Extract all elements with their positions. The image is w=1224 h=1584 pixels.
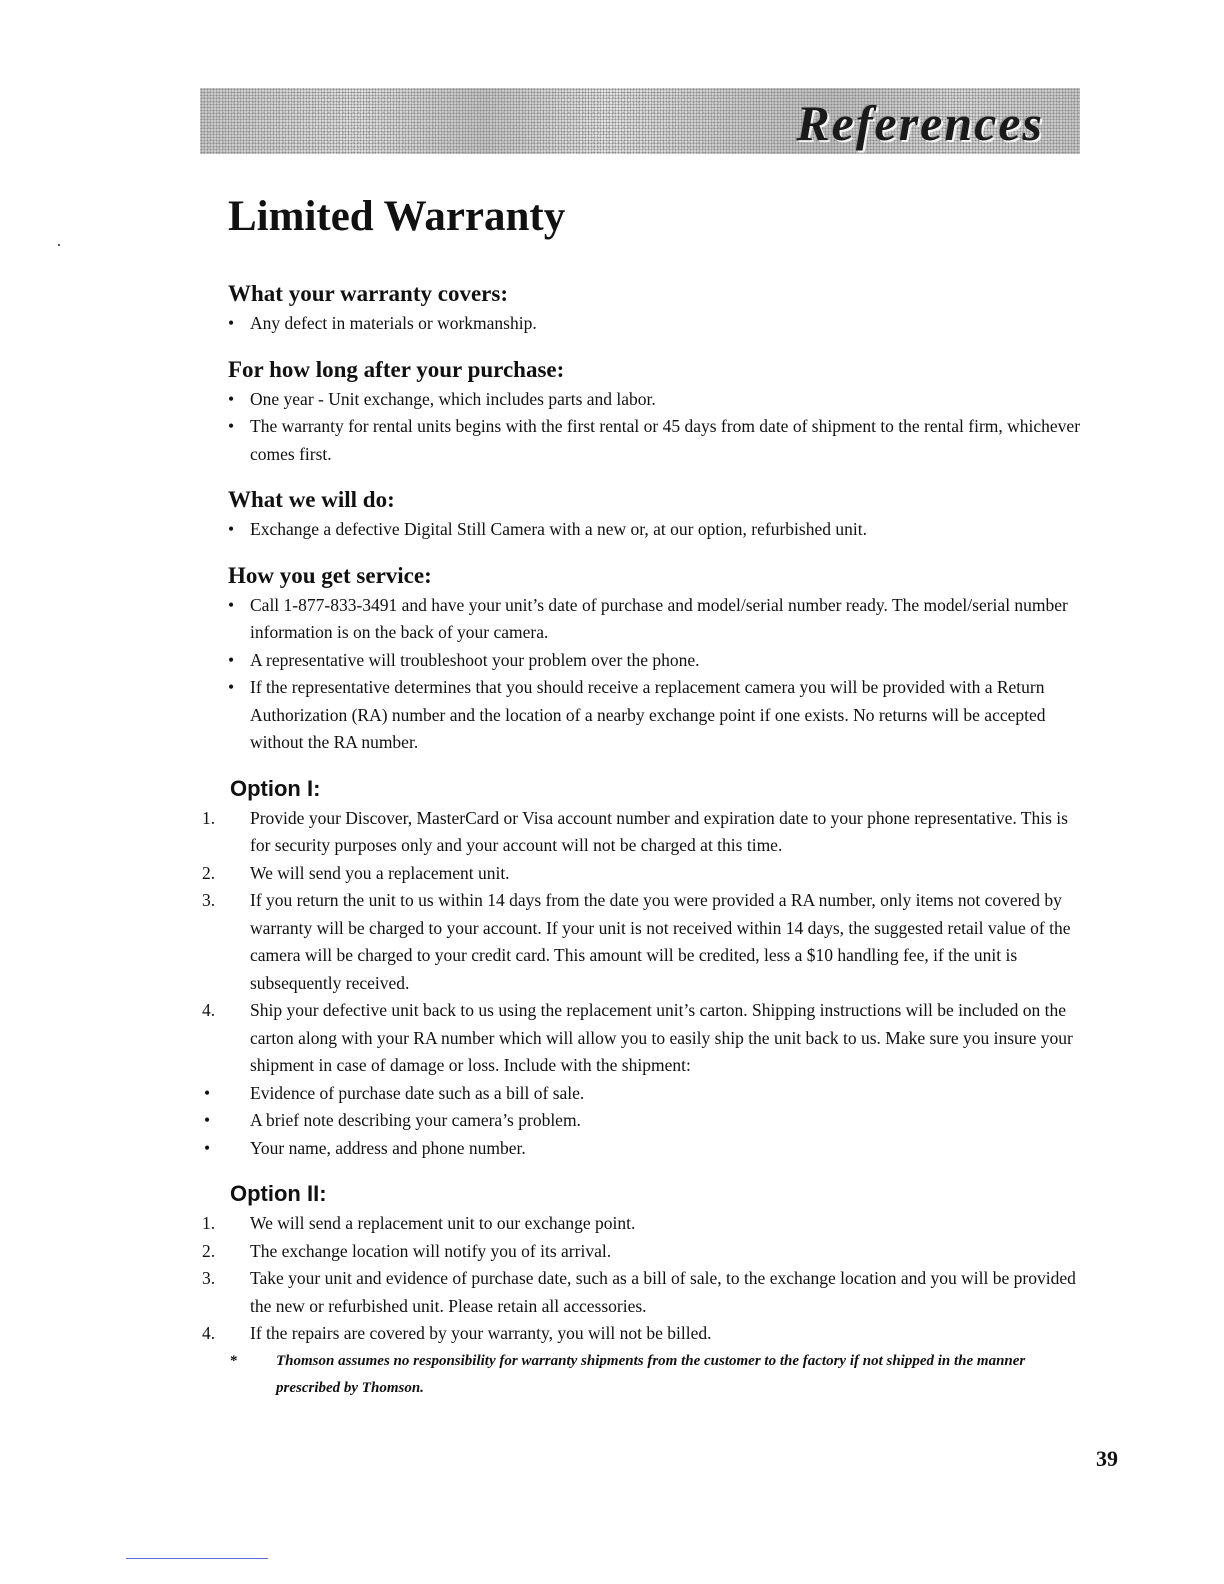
list-item: 3. If you return the unit to us within 14 days from the date you were provided a RA number, only items not covered by warranty will be charged to your account. If your unit is not received within 14 days, the suggested retail value of the camera will be charged to your credit card. This amount will be credited, less a $10 handling fee, if the unit is subsequently received.: [202, 887, 1088, 997]
scan-speck: [58, 244, 60, 246]
section-heading: For how long after your purchase:: [228, 356, 565, 382]
section-banner: [200, 88, 1080, 154]
section-heading: Option II:: [230, 1181, 327, 1206]
warranty-content: [202, 190, 1088, 1418]
section-option-1: [202, 773, 1088, 1163]
disclaimer-note: * Thomson assumes no responsibility for warranty shipments from the customer to the factory if not shipped in the manner prescribed by Thomson.: [228, 1348, 1088, 1402]
list-item: • Call 1-877-833-3491 and have your unit’s date of purchase and model/serial number ready. The model/serial number information is on the back of your camera.: [228, 592, 1088, 647]
list-item: • Any defect in materials or workmanship.: [228, 310, 1088, 338]
numbered-list: [202, 1210, 1088, 1348]
item-number: 2.: [202, 862, 216, 883]
bullet-icon: •: [228, 594, 235, 615]
footer-rule: [126, 1558, 268, 1559]
bullet-list: [228, 386, 1088, 469]
section-service: [228, 560, 1088, 757]
section-how-long: [228, 354, 1088, 469]
bullet-icon: •: [228, 388, 235, 409]
section-covers: [228, 278, 1088, 338]
list-item: 4. If the repairs are covered by your warranty, you will not be billed.: [202, 1320, 1088, 1348]
bullet-icon: •: [228, 313, 235, 333]
bullet-icon: •: [204, 1110, 211, 1130]
section-heading: What we will do:: [228, 487, 395, 512]
item-number: 4.: [202, 1000, 216, 1020]
bullet-icon: •: [228, 519, 235, 539]
section-heading: What your warranty covers:: [228, 281, 508, 306]
list-item: 1. We will send a replacement unit to our exchange point.: [202, 1210, 1088, 1238]
list-item: 4. Ship your defective unit back to us using the replacement unit’s carton. Shipping instructions will be included on the carton along with your RA number which will allow you to easily ship the unit back to us. Make sure you insure your shipment in case of damage or loss. Include with the shipment:: [202, 997, 1088, 1080]
bullet-icon: •: [228, 677, 235, 697]
list-item: 1. Provide your Discover, MasterCard or Visa account number and expiration date to your phone representative. This is for security purposes only and your account will not be charged at this time.: [202, 805, 1088, 860]
banner-title: References: [796, 95, 1044, 151]
page-title: Limited Warranty: [228, 193, 566, 240]
list-item: • Your name, address and phone number.: [202, 1135, 1088, 1163]
list-item: • The warranty for rental units begins with the first rental or 45 days from date of shipment to the rental firm, whichever comes first.: [228, 413, 1088, 468]
list-item: • A brief note describing your camera’s problem.: [202, 1107, 1088, 1135]
bullet-icon: •: [204, 1137, 211, 1158]
asterisk-icon: *: [230, 1352, 238, 1369]
list-item: • One year - Unit exchange, which includes parts and labor.: [228, 386, 1088, 414]
bullet-list: [228, 516, 1088, 544]
list-item: • Evidence of purchase date such as a bill of sale.: [202, 1080, 1088, 1108]
section-heading: Option I:: [230, 775, 321, 801]
list-item: • Exchange a defective Digital Still Camera with a new or, at our option, refurbished unit.: [228, 516, 1088, 544]
item-number: 1.: [202, 807, 216, 828]
item-number: 2.: [202, 1240, 216, 1261]
list-item: 2. We will send you a replacement unit.: [202, 860, 1088, 888]
list-item: 2. The exchange location will notify you of its arrival.: [202, 1238, 1088, 1266]
list-item: 3. Take your unit and evidence of purchase date, such as a bill of sale, to the exchange location and you will be provided the new or refurbished unit. Please retain all accessories.: [202, 1265, 1088, 1320]
section-heading: How you get service:: [228, 562, 432, 588]
bullet-list: [228, 310, 1088, 338]
list-item: • A representative will troubleshoot your problem over the phone.: [228, 647, 1088, 675]
item-number: 3.: [202, 1268, 216, 1288]
bullet-list: [228, 592, 1088, 757]
section-option-2: [202, 1178, 1088, 1402]
numbered-list: [202, 805, 1088, 1163]
page-number: 39: [1096, 1446, 1118, 1471]
bullet-icon: •: [204, 1082, 211, 1103]
item-number: 3.: [202, 890, 216, 910]
item-number: 4.: [202, 1323, 216, 1343]
item-number: 1.: [202, 1213, 216, 1233]
list-item: • If the representative determines that you should receive a replacement camera you will be provided with a Return Authorization (RA) number and the location of a nearby exchange point if one exists. No returns will be accepted without the RA number.: [228, 674, 1088, 757]
bullet-icon: •: [228, 416, 235, 436]
section-what-we-do: [228, 484, 1088, 544]
bullet-icon: •: [228, 649, 235, 670]
